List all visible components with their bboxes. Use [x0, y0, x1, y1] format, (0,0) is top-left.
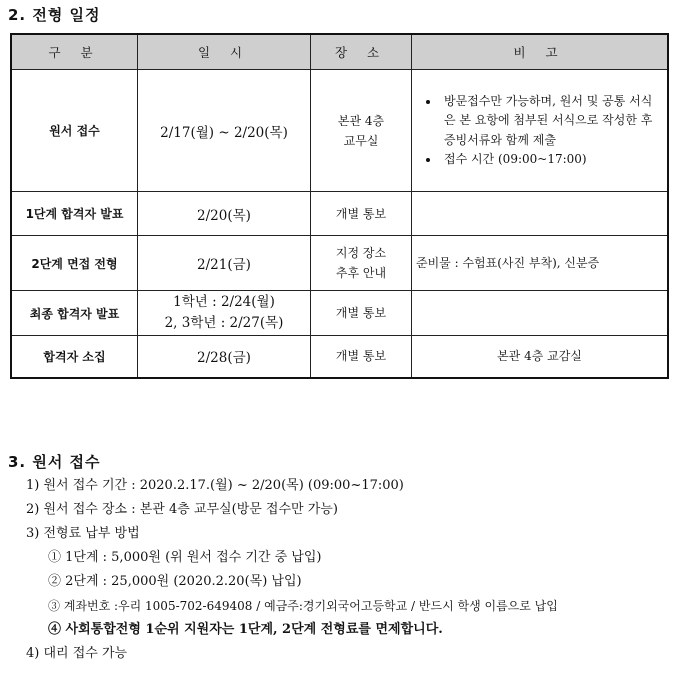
row-place: 개별 통보 — [311, 192, 412, 236]
note-item: • 접수 시간 (09:00~17:00) — [440, 150, 663, 170]
list-item: 1) 원서 접수 기간 : 2020.2.17.(월) ~ 2/20(목) (09:00~17:00) — [26, 478, 404, 493]
row-note — [412, 291, 669, 336]
row-place: 개별 통보 — [311, 291, 412, 336]
row-notes — [412, 70, 669, 192]
note-item: • 방문접수만 가능하며, 원서 및 공통 서식은 본 요항에 첨부된 서식으로 작성한 후 증빙서류와 함께 제출 — [440, 92, 663, 151]
row-date: 2/21(금) — [138, 236, 311, 291]
place-line: 교무실 — [343, 133, 379, 148]
section-title-application: 3. 원서 접수 — [8, 453, 101, 471]
row-note: 준비물 : 수험표(사진 부착), 신분증 — [412, 236, 669, 291]
schedule-table — [10, 33, 669, 379]
row-date: 2/28(금) — [138, 336, 311, 378]
header-category: 구 분 — [11, 34, 138, 70]
date-line: 2, 3학년 : 2/27(목) — [164, 315, 284, 331]
place-line: 지정 장소 — [335, 246, 387, 260]
row-label: 최종 합격자 발표 — [11, 291, 138, 336]
fee-item-exemption: ④ 사회통합전형 1순위 지원자는 1단계, 2단계 전형료를 면제합니다. — [48, 622, 443, 637]
application-list — [26, 474, 558, 666]
row-date: 2/20(목) — [138, 192, 311, 236]
row-date — [138, 291, 311, 336]
section-title-schedule: 2. 전형 일정 — [8, 6, 101, 24]
row-place — [311, 236, 412, 291]
row-place: 개별 통보 — [311, 336, 412, 378]
row-note: 본관 4층 교감실 — [412, 336, 669, 378]
date-line: 1학년 : 2/24(월) — [173, 294, 275, 310]
fee-item-account: ③ 계좌번호 :우리 1005-702-649408 / 예금주:경기외국어고등학교 / 반드시 학생 이름으로 납입 — [48, 599, 558, 613]
list-item: 3) 전형료 납부 방법 — [26, 526, 140, 541]
header-remarks: 비 고 — [412, 34, 669, 70]
place-line: 추후 안내 — [335, 266, 387, 280]
row-label: 1단계 합격자 발표 — [11, 192, 138, 236]
table-row — [11, 236, 668, 291]
fee-item: ② 2단계 : 25,000원 (2020.2.20(목) 납입) — [48, 574, 302, 589]
row-note — [412, 192, 669, 236]
row-label: 2단계 면접 전형 — [11, 236, 138, 291]
header-datetime: 일 시 — [138, 34, 311, 70]
fee-item: ① 1단계 : 5,000원 (위 원서 접수 기간 중 납입) — [48, 550, 322, 565]
row-date: 2/17(월) ~ 2/20(목) — [138, 70, 311, 192]
table-header-row — [11, 34, 668, 70]
row-label: 합격자 소집 — [11, 336, 138, 378]
place-line: 본관 4층 — [337, 113, 385, 128]
table-row — [11, 192, 668, 236]
table-row — [11, 291, 668, 336]
table-row — [11, 336, 668, 378]
list-item: 4) 대리 접수 가능 — [26, 646, 128, 661]
row-label: 원서 접수 — [11, 70, 138, 192]
table-row — [11, 70, 668, 192]
list-item: 2) 원서 접수 장소 : 본관 4층 교무실(방문 접수만 가능) — [26, 502, 338, 517]
row-place — [311, 70, 412, 192]
header-place: 장 소 — [311, 34, 412, 70]
